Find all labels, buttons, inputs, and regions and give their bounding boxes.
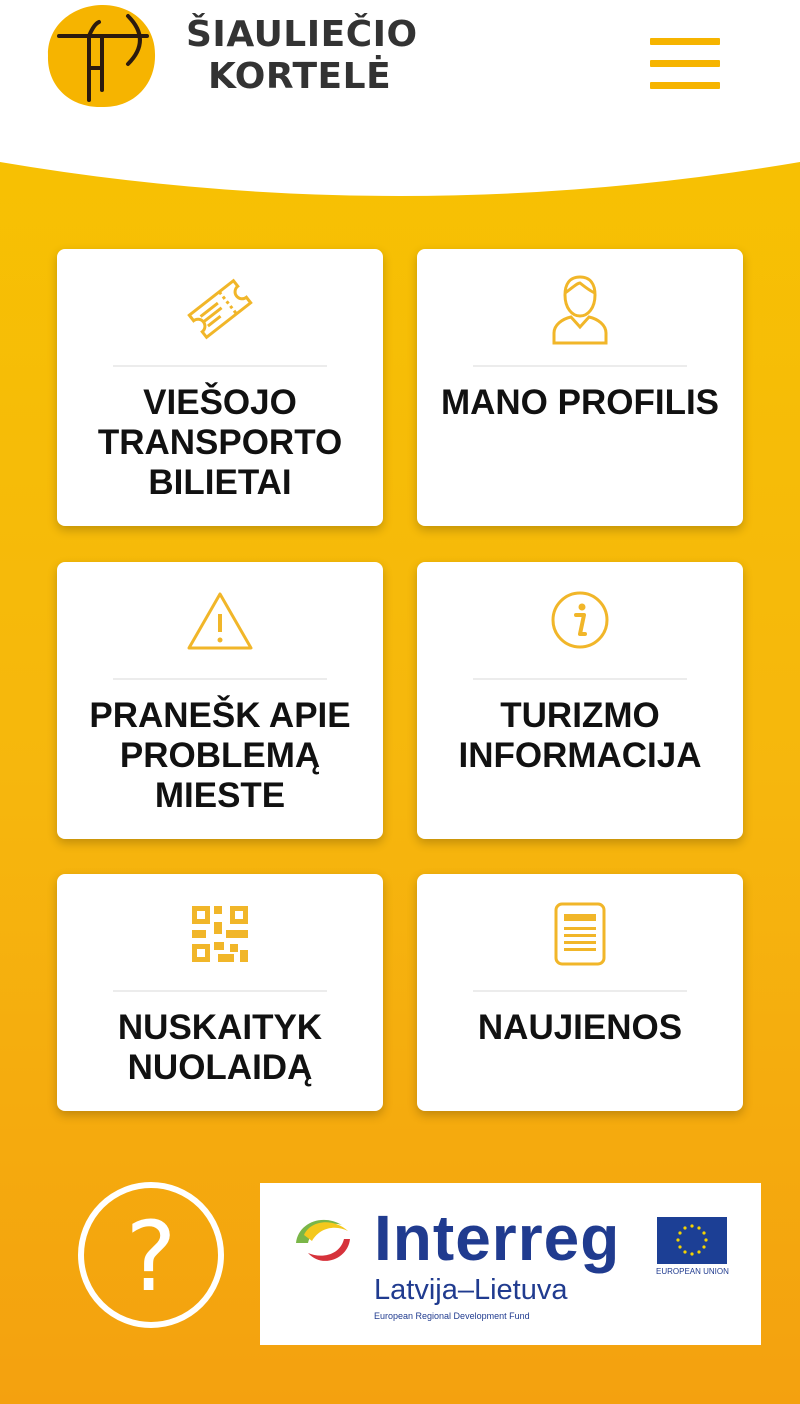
tile-divider bbox=[113, 365, 327, 367]
tile-divider bbox=[473, 678, 687, 680]
city-logo bbox=[44, 2, 158, 110]
brand-line-1: ŠIAULIEČIO bbox=[186, 14, 418, 55]
interreg-subtitle: Latvija–Lietuva bbox=[374, 1274, 568, 1306]
interreg-fund-text: European Regional Development Fund bbox=[374, 1311, 530, 1321]
transport-tickets-tile[interactable] bbox=[57, 249, 383, 526]
qr-code-icon bbox=[180, 894, 260, 974]
hamburger-menu-button[interactable] bbox=[650, 38, 720, 90]
eu-label: EUROPEAN UNION bbox=[656, 1267, 729, 1276]
tourism-info-tile[interactable] bbox=[417, 562, 743, 839]
tile-divider bbox=[473, 990, 687, 992]
brand-line-2: KORTELĖ bbox=[208, 56, 392, 97]
brand-name bbox=[186, 14, 418, 98]
my-profile-tile[interactable] bbox=[417, 249, 743, 526]
user-icon bbox=[540, 269, 620, 349]
info-icon bbox=[540, 582, 620, 662]
tile-label: NUSKAITYK NUOLAIDĄ bbox=[117, 1008, 323, 1087]
tile-divider bbox=[113, 678, 327, 680]
eu-flag-icon bbox=[657, 1217, 727, 1264]
news-icon bbox=[540, 894, 620, 974]
tile-label: PRANEŠK APIE PROBLEMĄ MIESTE bbox=[89, 696, 351, 815]
report-problem-tile[interactable] bbox=[57, 562, 383, 839]
warning-icon bbox=[180, 582, 260, 662]
tile-divider bbox=[113, 990, 327, 992]
tile-label: VIEŠOJO TRANSPORTO BILIETAI bbox=[97, 383, 343, 502]
question-mark-icon: ? bbox=[125, 1201, 177, 1313]
interreg-banner bbox=[260, 1183, 761, 1345]
help-button[interactable] bbox=[78, 1182, 224, 1328]
interreg-logo-swirl bbox=[292, 1213, 354, 1267]
tile-divider bbox=[473, 365, 687, 367]
tile-label: TURIZMO INFORMACIJA bbox=[458, 696, 702, 775]
ticket-icon bbox=[180, 269, 260, 349]
interreg-title: Interreg bbox=[374, 1202, 621, 1274]
tile-label: MANO PROFILIS bbox=[440, 383, 720, 422]
news-tile[interactable] bbox=[417, 874, 743, 1111]
scan-discount-tile[interactable] bbox=[57, 874, 383, 1111]
tile-label: NAUJIENOS bbox=[477, 1008, 683, 1047]
app-header bbox=[0, 0, 800, 200]
